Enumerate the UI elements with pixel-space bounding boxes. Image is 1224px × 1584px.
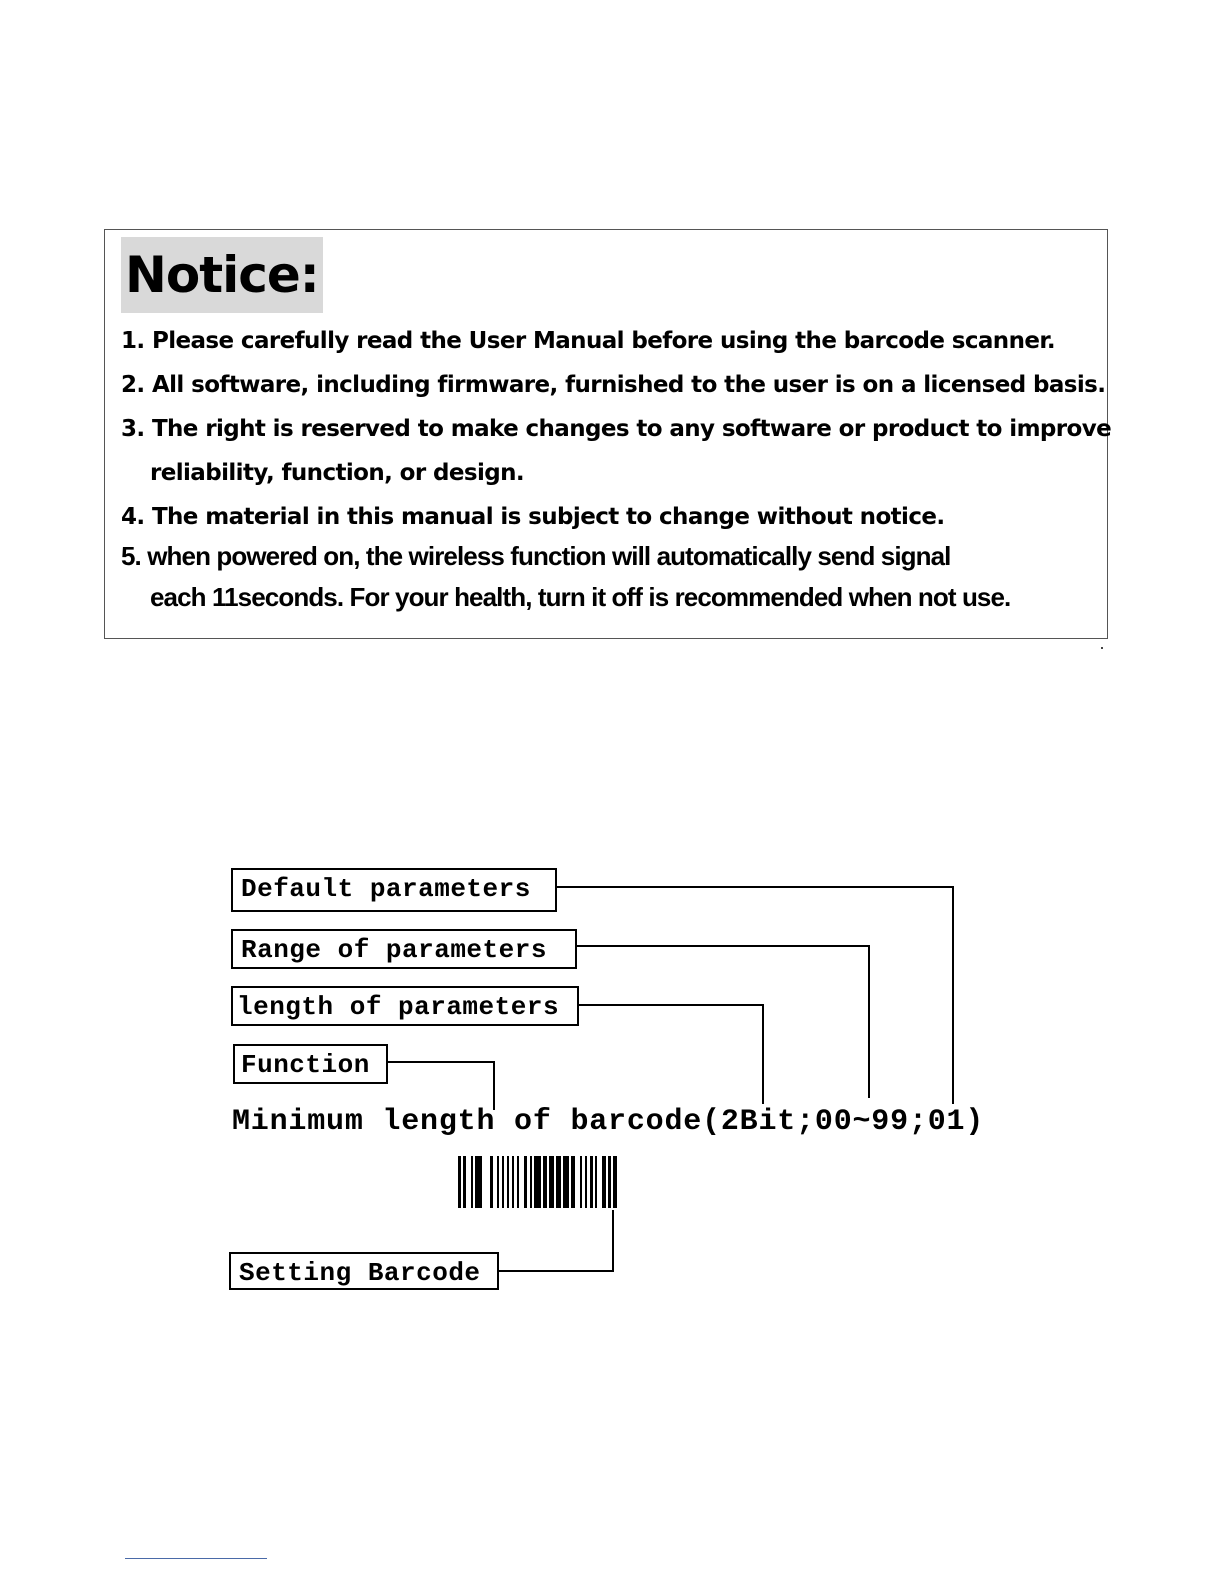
label-range-of-parameters: Range of parameters (231, 929, 577, 969)
barcode-bar (608, 1156, 611, 1208)
label-default-parameters: Default parameters (231, 868, 557, 912)
barcode-bar (580, 1156, 582, 1208)
label-function: Function (233, 1044, 388, 1084)
label-setting-barcode: Setting Barcode (229, 1252, 499, 1290)
barcode-bar (530, 1156, 532, 1208)
connector-setting-barcode (498, 1210, 613, 1271)
notice-item-5: 5. when powered on, the wireless function will automatically send signal (121, 541, 951, 571)
barcode-bar (458, 1156, 461, 1208)
barcode-bar (549, 1156, 554, 1208)
label-length-of-parameters: length of parameters (231, 986, 579, 1026)
notice-item-1: 1. Please carefully read the User Manual before using the barcode scanner. (121, 328, 1055, 354)
barcode-caption: Minimum length of barcode(2Bit;00~99;01) (232, 1105, 985, 1139)
barcode-bar (613, 1156, 617, 1208)
barcode-bar (595, 1156, 597, 1208)
notice-item-3-continued: reliability, function, or design. (150, 460, 525, 486)
barcode-bar (556, 1156, 561, 1208)
barcode-bar (463, 1156, 466, 1208)
notice-item-2: 2. All software, including firmware, furnished to the user is on a licensed basis. (121, 372, 1106, 398)
connector-range-of-parameters (576, 946, 869, 1098)
barcode-bar (543, 1156, 547, 1208)
barcode-bar (590, 1156, 593, 1208)
barcode-bar (517, 1156, 519, 1208)
notice-item-3: 3. The right is reserved to make changes to any software or product to improve (121, 416, 1112, 442)
barcode-bar (497, 1156, 499, 1208)
barcode-bar (507, 1156, 509, 1208)
barcode-bar (571, 1156, 575, 1208)
barcode-bar (475, 1156, 482, 1208)
connector-length-of-parameters (578, 1005, 763, 1104)
barcode-bar (534, 1156, 541, 1208)
barcode-image (458, 1156, 742, 1208)
notice-title: Notice: (121, 237, 323, 313)
notice-item-5-continued: each 11seconds. For your health, turn it off is recommended when not use. (150, 582, 1011, 612)
barcode-bar (524, 1156, 527, 1208)
barcode-bar (471, 1156, 473, 1208)
barcode-bar (490, 1156, 493, 1208)
connector-default-parameters (556, 887, 953, 1104)
barcode-bar (502, 1156, 504, 1208)
barcode-bar (602, 1156, 606, 1208)
barcode-bar (585, 1156, 587, 1208)
barcode-bar (563, 1156, 569, 1208)
barcode-bar (512, 1156, 514, 1208)
notice-item-4: 4. The material in this manual is subject to change without notice. (121, 504, 945, 530)
footer-rule (125, 1558, 267, 1559)
